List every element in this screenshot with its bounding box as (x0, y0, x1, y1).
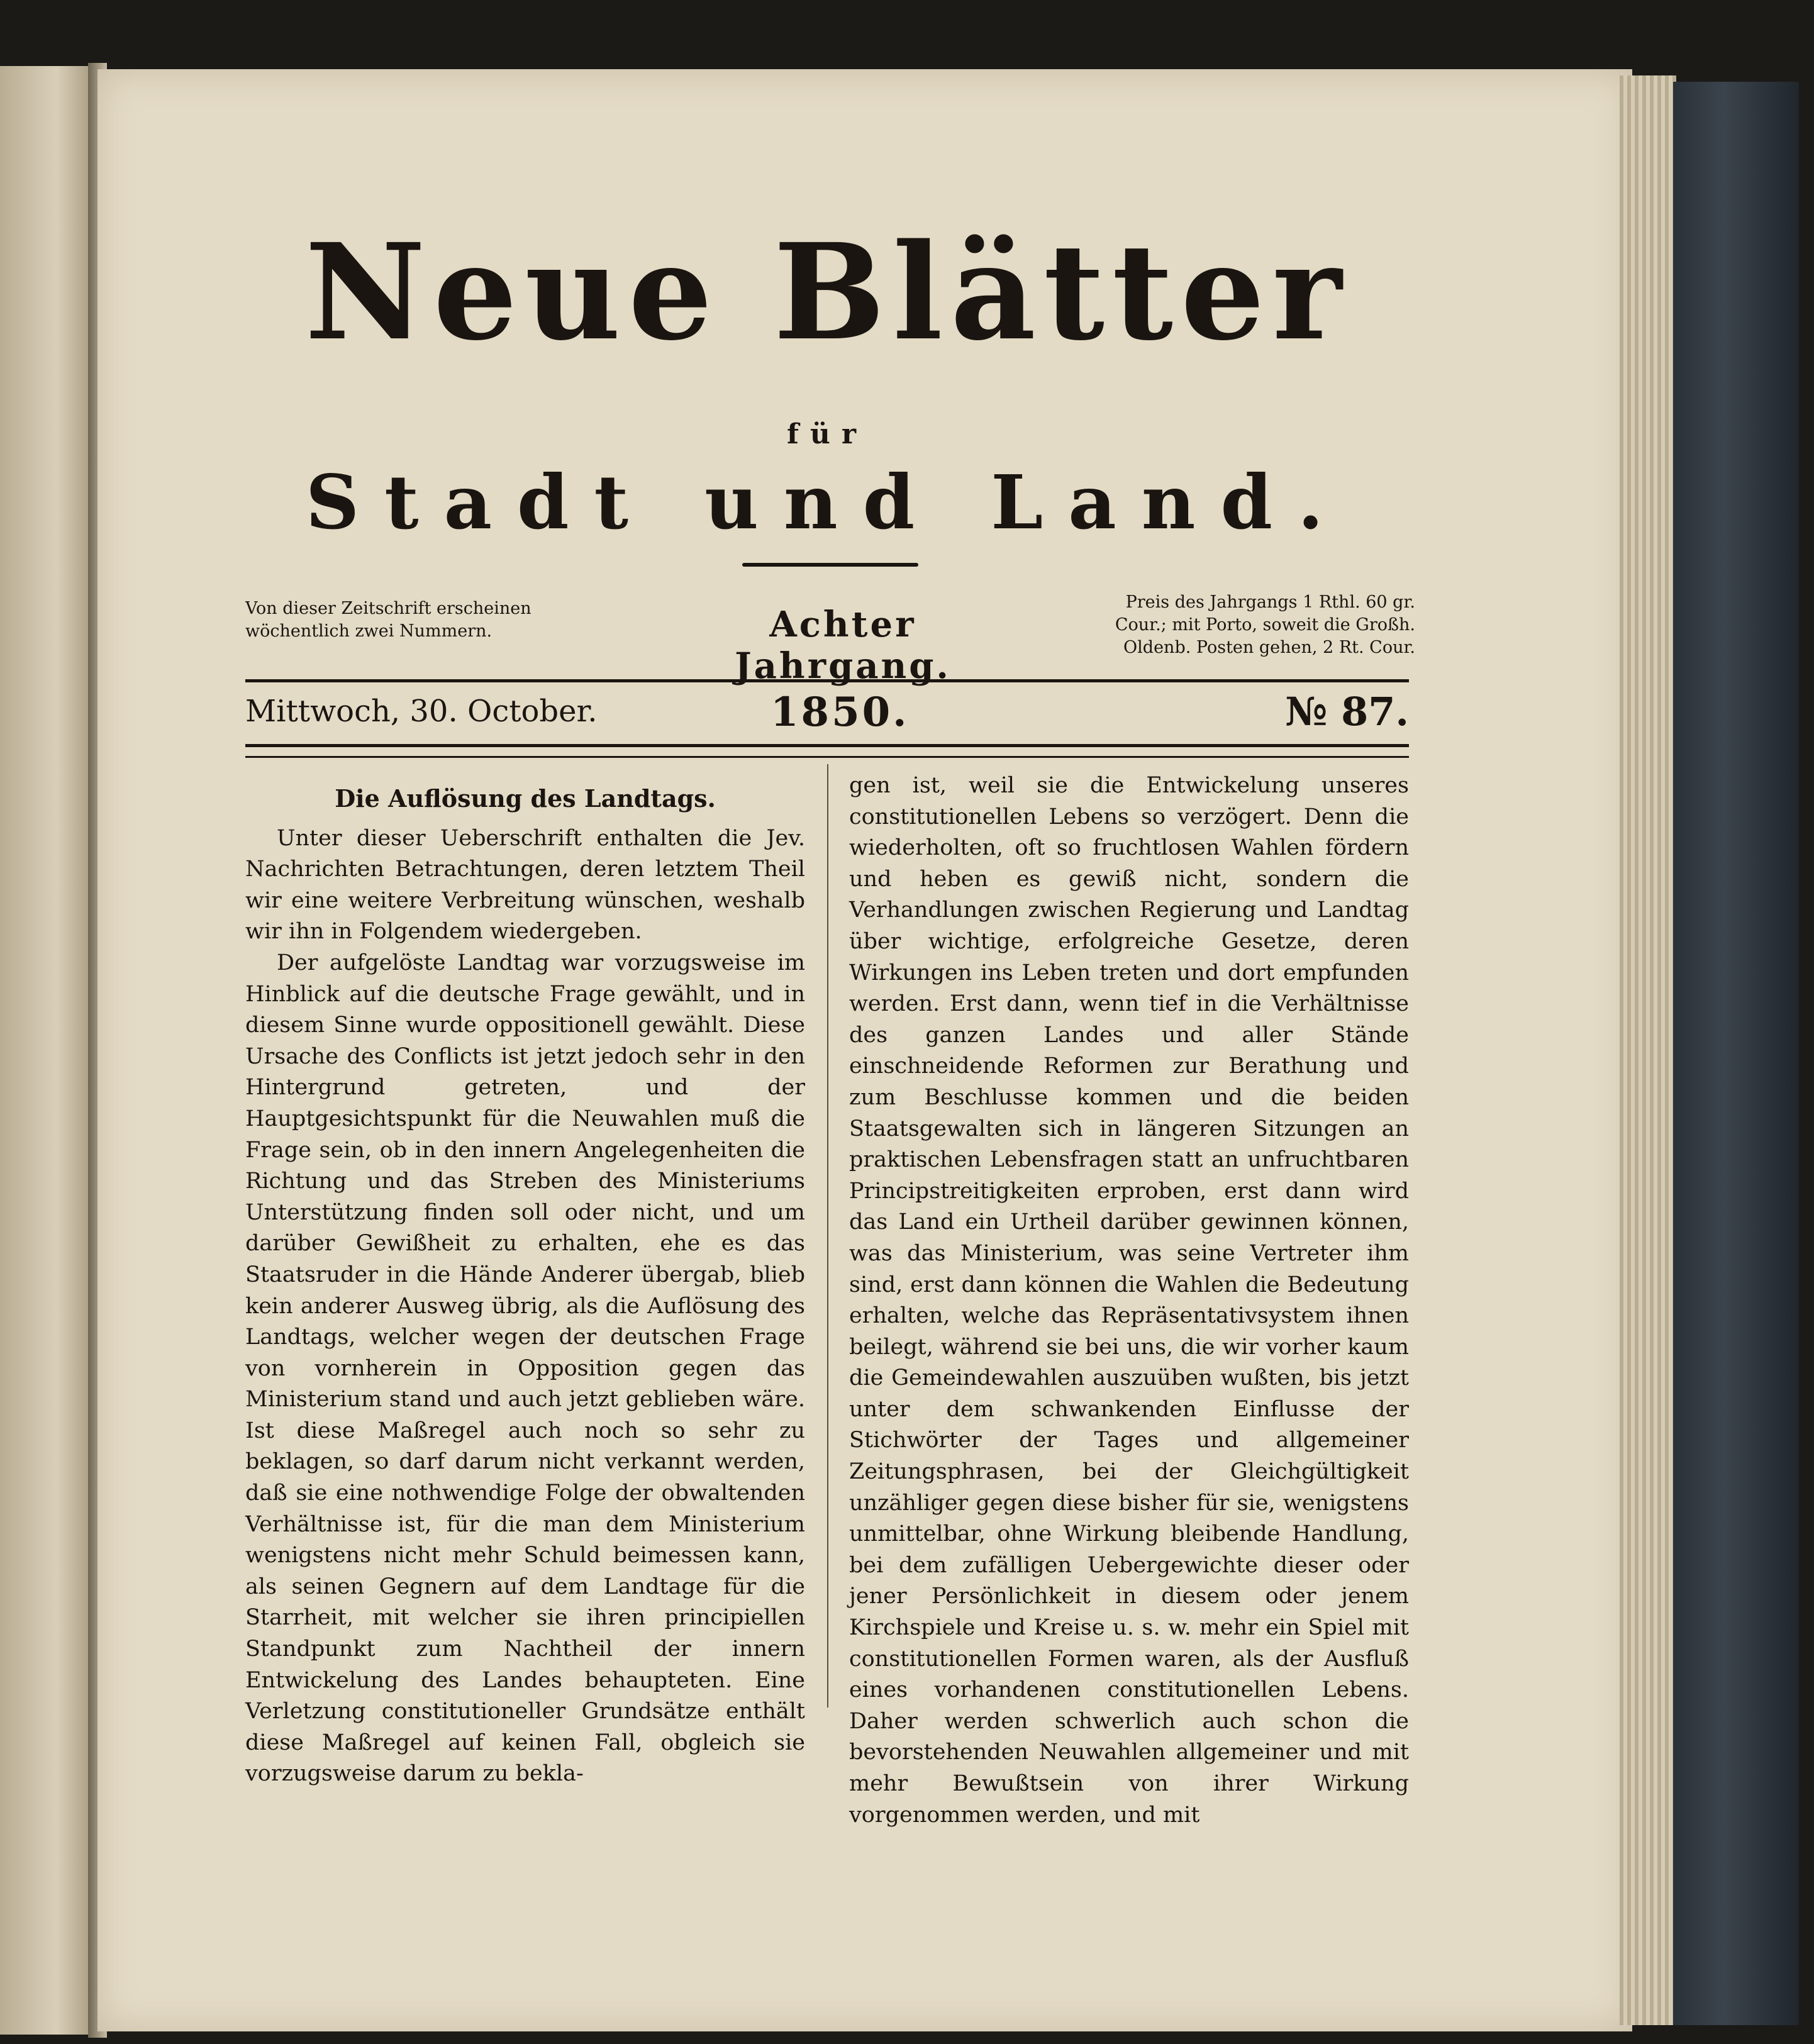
dateline (245, 679, 1409, 747)
price-note: Preis des Jahrgangs 1 Rthl. 60 gr. Cour.; mit Porto, soweit die Großh. Oldenb. Posten gehen, 2 Rt. Cour. (1115, 592, 1415, 657)
thin-rule (245, 756, 1409, 758)
masthead (245, 208, 1409, 591)
title-fuer: für (786, 418, 868, 450)
issue-number: № 87. (1285, 689, 1409, 735)
issue-date: Mittwoch, 30. October. (245, 694, 598, 729)
title-line1: Neue Blätter (304, 214, 1350, 370)
paragraph: gen ist, weil sie die Entwickelung unseres constitutionellen Lebens so verzögert. Denn die wiederholten, oft so fruchtlosen Wahlen fördern und heben es gewiß nicht, sondern die Verhandlungen zwischen Regierung und Landtag über wichtige, erfolgreiche Gesetze, deren Wirkungen ins Leben treten und dort empfunden werden. Erst dann, wenn tief in die Verhältnisse des ganzen Landes und aller Stände einschneidende Reformen zur Berathung und zum Beschlusse kommen und die beiden Staatsgewalten sich in längeren Sitzungen an praktischen Lebensfragen statt an unfruchtbaren Principstreitigkeiten erproben, erst dann wird das Land ein Urtheil darüber gewinnen können, was das Ministerium, was seine Vertreter ihm sind, erst dann können die Wahlen die Bedeutung erhalten, welche das Repräsentativsystem ihnen beilegt, während sie bei uns, die wir vorher kaum die Gemeindewahlen auszuüben wußten, bis jetzt unter dem schwankenden Einflusse der Stichwörter der Tages und allgemeiner Zeitungsphrasen, bei der Gleichgültigkeit unzähliger gegen diese bisher für sie, wenigstens unmittelbar, ohne Wirkung bleibende Handlung, bei dem zufälligen Uebergewichte dieser oder jener Persönlichkeit in diesem oder jenem Kirchspiele und Kreise u. s. w. mehr ein Spiel mit constitutionellen Formen waren, als der Ausfluß eines vorhandenen constitutionellen Lebens. Daher werden schwerlich auch schon die bevorstehenden Neuwahlen allgemeiner und mit mehr Bewußtsein von ihrer Wirkung vorgenommen werden, und mit (849, 773, 1409, 1828)
paragraph: Der aufgelöste Landtag war vorzugsweise im Hinblick auf die deutsche Frage gewählt, und in diesem Sinne wurde oppositionell gewählt. Diese Ursache des Conflicts ist jetzt jedoch sehr in den Hintergrund getreten, und der Hauptgesichtspunkt für die Neuwahlen muß die Frage sein, ob in den innern Angelegenheiten die Richtung und das Streben des Ministeriums Unterstützung finden soll oder nicht, und um darüber Gewißheit zu erhalten, ehe es das Staatsruder in die Hände Anderer übergab, blieb kein anderer Ausweg übrig, als die Auflösung des Landtags, welcher wegen der deutschen Frage von vornherein in Opposition gegen das Ministerium stand und auch jetzt geblieben wäre. Ist diese Maßregel auch noch so sehr zu beklagen, so darf darum nicht verkannt werden, daß sie eine nothwendige Folge der obwaltenden Verhältnisse ist, für die man dem Ministerium wenigstens nicht mehr Schuld beimessen kann, als seinen Gegnern auf dem Landtage für die Starrheit, mit welcher sie ihren principiellen Standpunkt zum Nachtheil der innern Entwickelung des Landes behaupteten. Eine Verletzung constitutioneller Grundsätze enthält diese Maßregel auf keinen Fall, obgleich sie vorzugsweise darum zu bekla- (245, 950, 805, 1787)
decorative-rule (742, 563, 918, 567)
page-content (245, 208, 1415, 1828)
column-divider (827, 764, 828, 1708)
column-right (849, 770, 1409, 1831)
frequency-note: Von dieser Zeitschrift erscheinen wöchentlich zwei Nummern. (245, 599, 531, 641)
title-line2: Stadt und Land. (305, 458, 1349, 546)
volume-label: Achter Jahrgang. (735, 604, 951, 687)
page-stack-edges (1620, 75, 1676, 2025)
left-page-edge (0, 66, 94, 2035)
book-cover (1673, 82, 1799, 2025)
issue-year: 1850. (771, 689, 910, 736)
column-left (245, 770, 805, 1790)
subheader (245, 591, 1415, 687)
article-heading: Die Auflösung des Landtags. (335, 784, 716, 813)
paragraph: Unter dieser Ueberschrift enthalten die Jev. Nachrichten Betrachtungen, deren letztem Theil wir eine weitere Verbreitung wünschen, weshalb wir ihn in Folgendem wiedergeben. (245, 825, 805, 945)
